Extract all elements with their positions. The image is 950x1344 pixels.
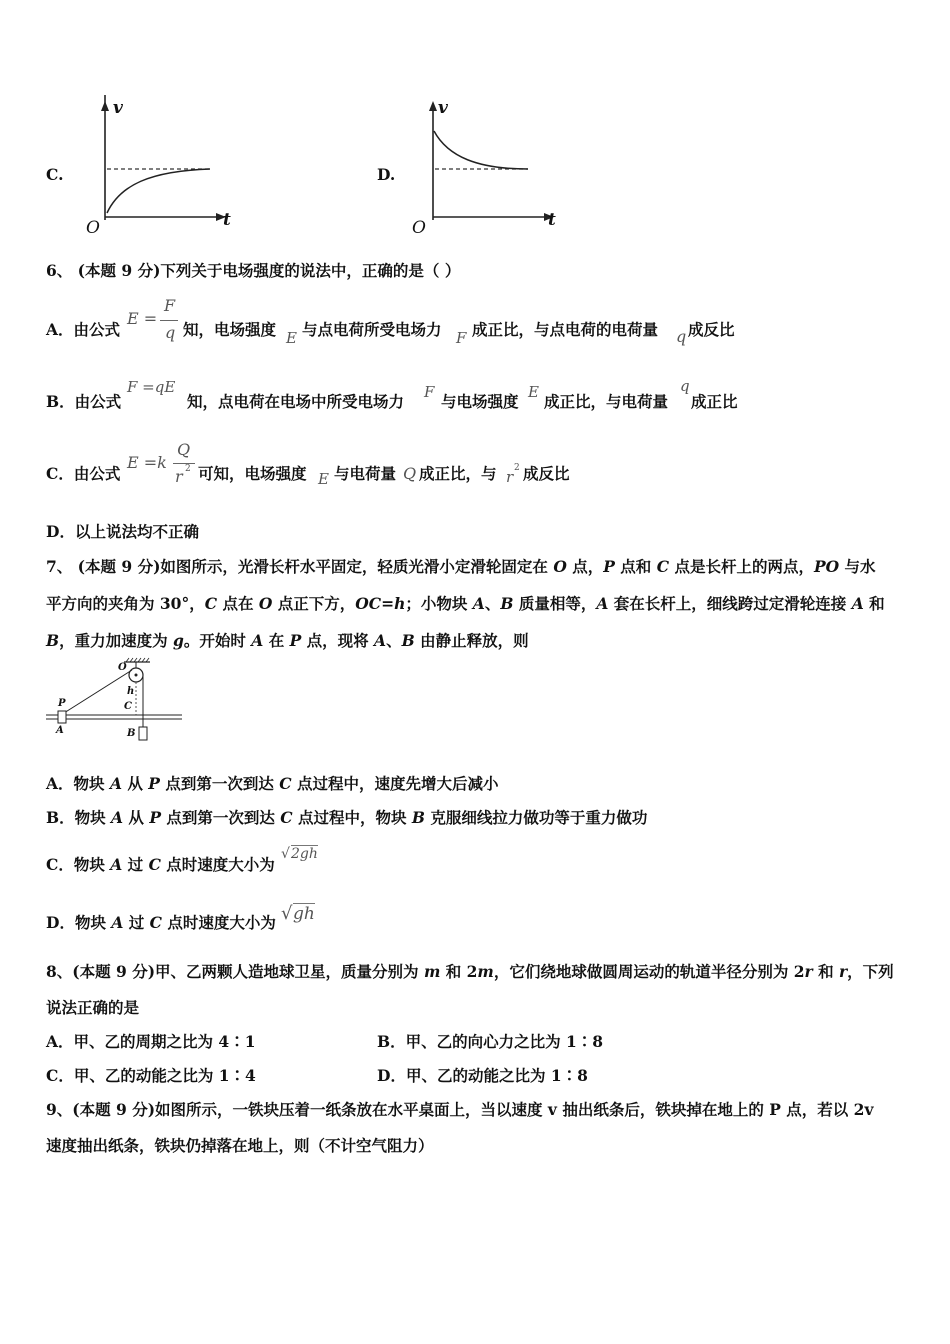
q6-a-var3: q [676,327,687,346]
q6-a-denominator: q [165,323,176,342]
q6-c-numerator: Q [177,440,191,459]
q7-stem-line1: 7、 (本题 9 分)如图所示，光滑长杆水平固定，轻质光滑小定滑轮固定在 O 点，P 点和 C 点是长杆上的两点，PO 与水 [46,557,876,576]
q6-a-text4: 成反比 [688,320,735,339]
q6-b-var2: E [528,383,539,401]
q8-stem-line2: 说法正确的是 [46,998,140,1017]
q7-d-sqrt-radicand: gh [293,904,315,924]
q6-b-text4: 成正比 [691,392,738,411]
q6-c-den-exponent: 2 [185,464,191,474]
q6-c-text1: 可知，电场强度 [198,464,307,483]
q9-stem-line2: 速度抽出纸条，铁块仍掉落在地上，则（不计空气阻力） [46,1136,434,1155]
q7-c-sqrt-sign: √ [281,846,290,862]
q6-b-formula: F =qE [127,378,176,396]
q7-fig-label-h: h [127,686,135,697]
q7-d-sqrt-sign: √ [281,903,293,924]
q9-stem-line1: 9、(本题 9 分)如图所示，一铁块压着一纸条放在水平桌面上，当以速度 v 抽出纸条后，铁块掉在地上的 P 点，若以 2v [46,1100,874,1119]
graph-c-origin: O [86,218,100,238]
q7-fig-label-p: P [58,698,66,709]
q6-c-denominator: r [175,467,183,486]
q7-option-d: D．物块 A 过 C 点时速度大小为 [46,913,276,932]
q8-option-d: D．甲、乙的动能之比为 1∶8 [377,1066,588,1085]
q7-fig-label-o: O [118,662,127,673]
q6-a-numerator: F [164,296,176,315]
graph-c [80,95,240,245]
graph-d-origin: O [412,218,426,238]
q6-c-text2: 与电荷量 [334,464,397,483]
q6-a-formula-lhs: E = [127,309,158,328]
q6-b-text2: 与电场强度 [441,392,519,411]
q6-a-text3: 成正比，与点电荷的电荷量 [472,320,659,339]
q6-a-text1: 知，电场强度 [183,320,277,339]
q6-c-var1: E [318,470,329,488]
q6-c-fraction-bar [173,463,195,464]
q6-b-text1: 知，点电荷在电场中所受电场力 [187,392,405,411]
graph-d-v-label: v [438,98,448,118]
q6-c-text4: 成反比 [523,464,570,483]
q7-fig-label-a: A [56,725,64,736]
q8-stem-line1: 8、(本题 9 分)甲、乙两颗人造地球卫星，质量分别为 m 和 2m，它们绕地球做圆周运动的轨道半径分别为 2r 和 r，下列 [46,962,894,981]
q7-option-a: A．物块 A 从 P 点到第一次到达 C 点过程中，速度先增大后减小 [46,774,499,793]
q6-c-formula-lhs: E =k [127,453,167,472]
q8-option-b: B．甲、乙的向心力之比为 1∶8 [377,1032,604,1051]
q7-stem-line2: 平方向的夹角为 30°，C 点在 O 点正下方，OC=h；小物块 A、B 质量相等，A 套在长杆上，细线跨过定滑轮连接 A 和 [46,594,885,613]
q7-c-sqrt-radicand: 2gh [291,846,318,862]
q7-option-b: B．物块 A 从 P 点到第一次到达 C 点过程中，物块 B 克服细线拉力做功等于重力做功 [46,808,648,827]
q6-stem: 6、 (本题 9 分)下列关于电场强度的说法中，正确的是（ ） [46,261,461,280]
q6-c-var3-exponent: 2 [514,463,520,473]
q7-option-c: C．物块 A 过 C 点时速度大小为 [46,855,275,874]
q7-fig-label-c: C [124,701,132,712]
q8-option-a: A．甲、乙的周期之比为 4∶1 [46,1032,256,1051]
q6-b-text3: 成正比，与电荷量 [544,392,669,411]
graph-c-t-label: t [223,210,231,230]
q7-stem-line3: B，重力加速度为 g。开始时 A 在 P 点，现将 A、B 由静止释放，则 [46,631,529,650]
q6-a-var1: E [286,329,297,347]
option-c-label: C. [46,165,64,184]
q6-a-text2: 与点电荷所受电场力 [302,320,442,339]
graph-d-t-label: t [548,210,556,230]
q6-c-var3: r [506,468,514,486]
q6-b-var1: F [424,383,435,401]
q7-fig-label-b: B [127,728,136,739]
option-d-label: D. [377,165,396,184]
q8-option-c: C．甲、乙的动能之比为 1∶4 [46,1066,256,1085]
q6-b-prefix: B．由公式 [46,392,122,411]
graph-d [408,95,568,245]
q6-a-var2: F [456,329,467,347]
q6-c-text3: 成正比，与 [419,464,497,483]
q6-a-prefix: A．由公式 [46,320,121,339]
q6-d-option: D．以上说法均不正确 [46,522,199,541]
q6-b-var3: q [680,377,690,395]
q6-c-var2: Q [403,464,417,483]
q6-c-prefix: C．由公式 [46,464,121,483]
q6-a-fraction-bar [160,320,178,321]
graph-c-v-label: v [113,98,123,118]
